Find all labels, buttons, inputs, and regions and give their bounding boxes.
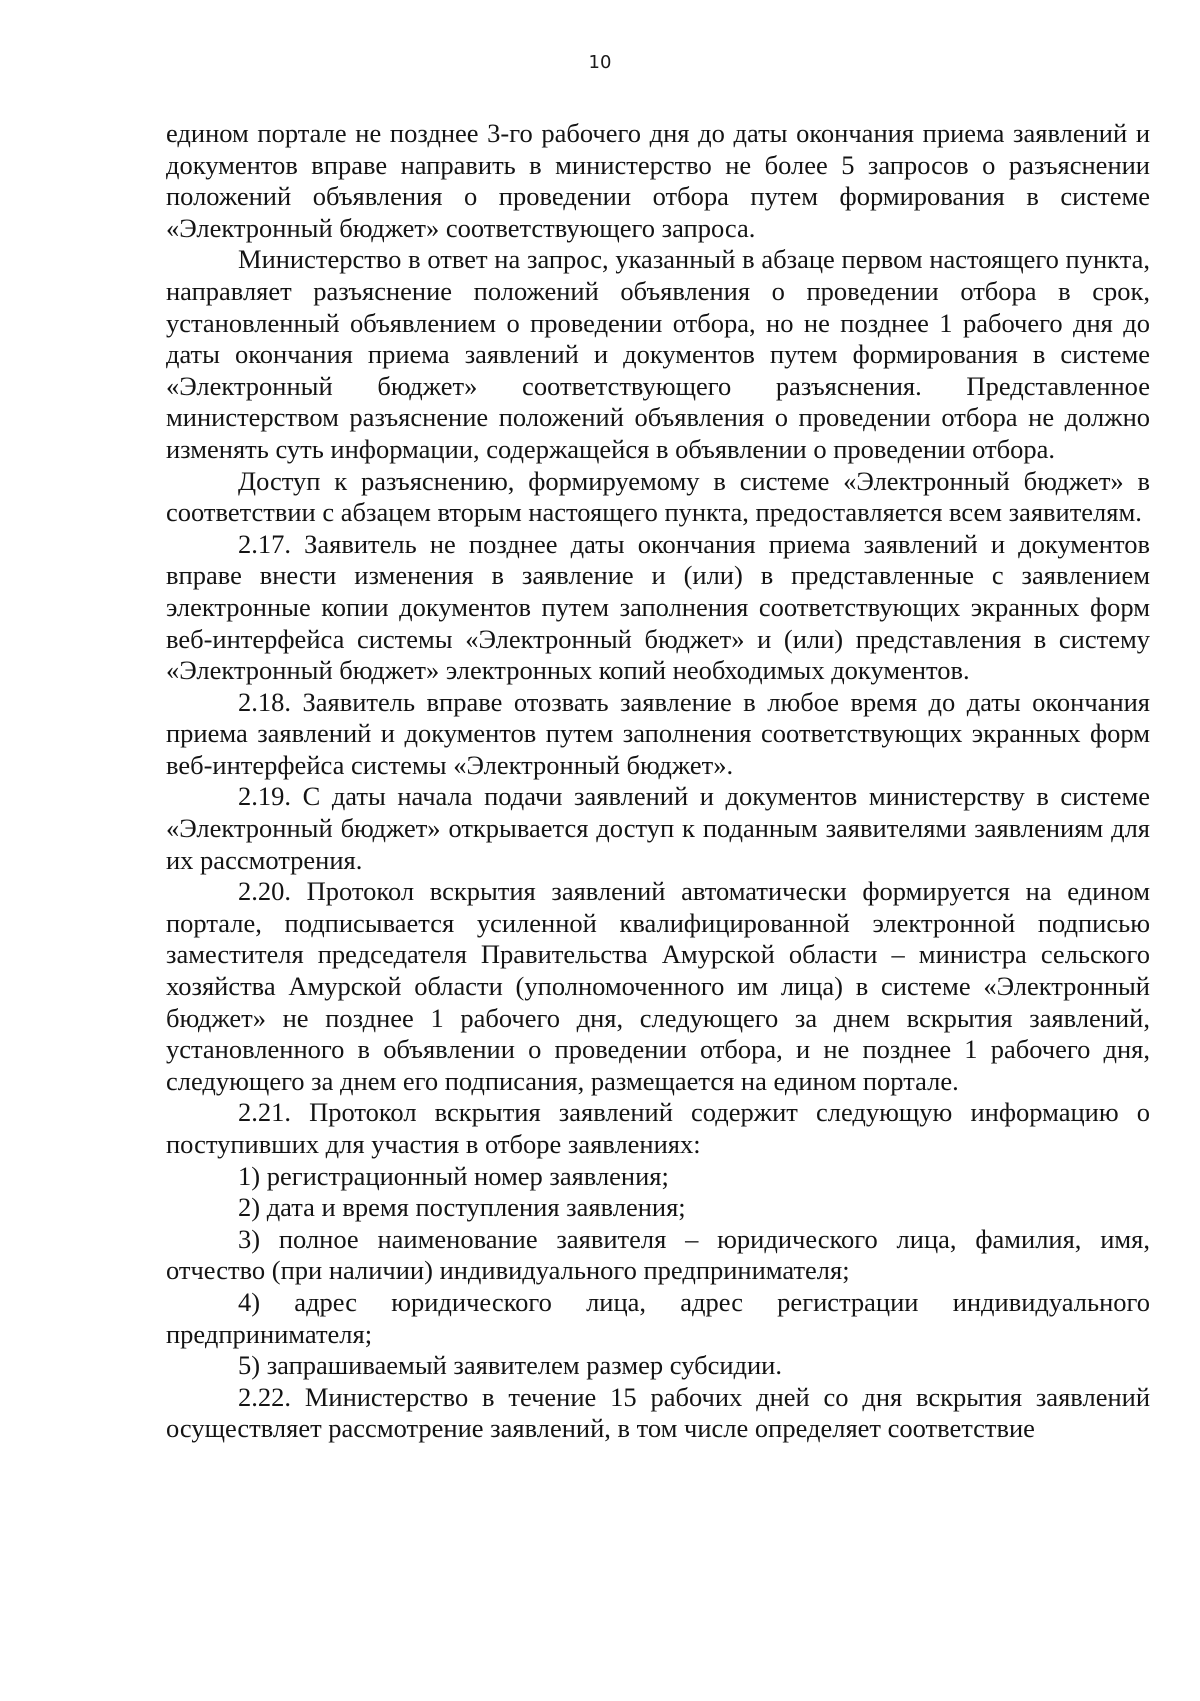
paragraph: 2.17. Заявитель не позднее даты окончания приема заявлений и документов вправе внести изменения в заявление и (или) в представленные с заявлением электронные копии документов путем заполнения соответствующих экранных форм веб-интерфейса системы «Электронный бюджет» и (или) представления в систему «Электронный бюджет» электронных копий необходимых документов. <box>166 528 1150 686</box>
list-item: 5) запрашиваемый заявителем размер субсидии. <box>238 1350 782 1381</box>
paragraph: 2.18. Заявитель вправе отозвать заявление в любое время до даты окончания приема заявлений и документов путем заполнения соответствующих экранных форм веб-интерфейса системы «Электронный бюджет». <box>166 686 1150 780</box>
paragraph: едином портале не позднее 3-го рабочего дня до даты окончания приема заявлений и документов вправе направить в министерство не более 5 запросов о разъяснении положений объявления о проведении отбора путем формирования в системе «Электронный бюджет» соответствующего запроса. <box>166 118 1150 243</box>
paragraph: 2.19. С даты начала подачи заявлений и документов министерству в системе «Электронный бюджет» открывается доступ к поданным заявителями заявлениям для их рассмотрения. <box>166 781 1150 875</box>
paragraph: 2.22. Министерство в течение 15 рабочих дней со дня вскрытия заявлений осуществляет рассмотрение заявлений, в том числе определяет соответствие <box>166 1381 1150 1444</box>
paragraph: Доступ к разъяснению, формируемому в системе «Электронный бюджет» в соответствии с абзацем вторым настоящего пункта, предоставляется всем заявителям. <box>166 465 1150 528</box>
list-item: 3) полное наименование заявителя – юридического лица, фамилия, имя, отчество (при наличии) индивидуального предпринимателя; <box>166 1223 1150 1286</box>
list-item: 2) дата и время поступления заявления; <box>238 1192 686 1223</box>
paragraph: 2.20. Протокол вскрытия заявлений автоматически формируется на едином портале, подписывается усиленной квалифицированной электронной подписью заместителя председателя Правительства Амурской области – министра сельского хозяйства Амурской области (уполномоченного им лица) в системе «Электронный бюджет» не позднее 1 рабочего дня, следующего за днем вскрытия заявлений, установленного в объявлении о проведении отбора, и не позднее 1 рабочего дня, следующего за днем его подписания, размещается на едином портале. <box>166 876 1150 1096</box>
list-item: 4) адрес юридического лица, адрес регистрации индивидуального предпринимателя; <box>166 1286 1150 1349</box>
paragraph: Министерство в ответ на запрос, указанный в абзаце первом настоящего пункта, направляет разъяснение положений объявления о проведении отбора в срок, установленный объявлением о проведении отбора, но не позднее 1 рабочего дня до даты окончания приема заявлений и документов путем формирования в системе «Электронный бюджет» соответствующего разъяснения. Представленное министерством разъяснение положений объявления о проведении отбора не должно изменять суть информации, содержащейся в объявлении о проведении отбора. <box>166 244 1150 464</box>
list-item: 1) регистрационный номер заявления; <box>238 1160 669 1191</box>
document-body <box>166 118 1150 1445</box>
paragraph: 2.21. Протокол вскрытия заявлений содержит следующую информацию о поступивших для участия в отборе заявлениях: <box>166 1097 1150 1159</box>
page-number: 10 <box>588 52 612 73</box>
